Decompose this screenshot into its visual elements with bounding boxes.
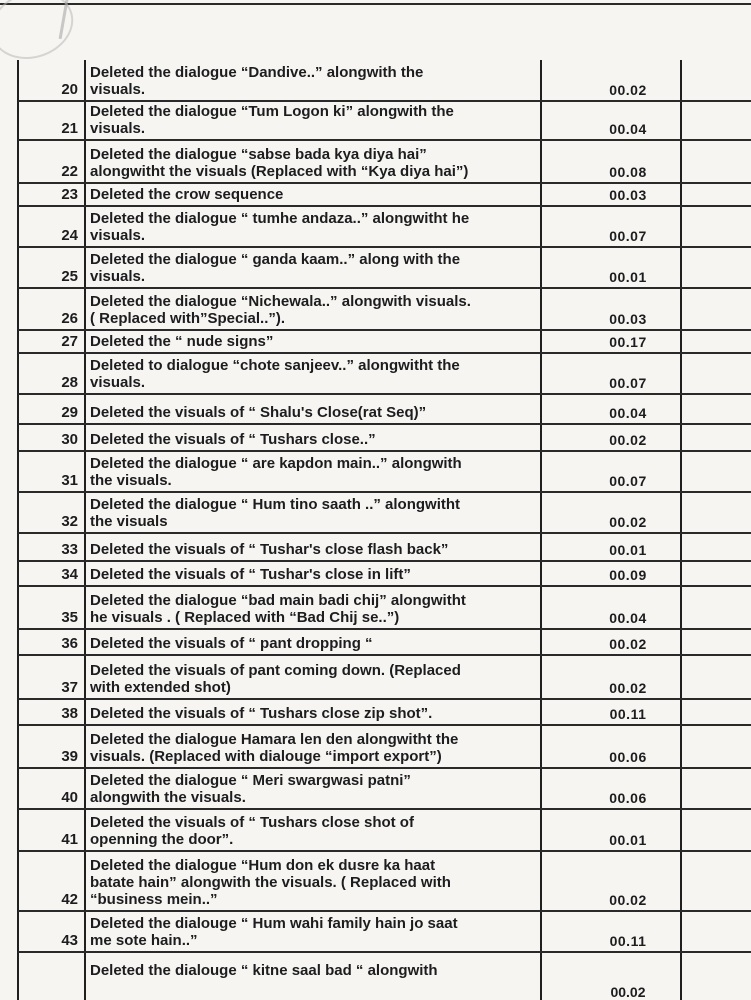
- row-description: Deleted the dialogue “Hum don ek dusre ka haat batate hain” alongwith the visuals. ( Replaced with “business mein..”: [90, 857, 451, 908]
- table-row: [18, 630, 751, 656]
- table-row: [18, 60, 751, 102]
- table-row: [18, 289, 751, 331]
- row-duration: 00.02: [609, 514, 647, 530]
- cuts-table: [18, 60, 751, 953]
- row-number: 28: [61, 374, 78, 391]
- row-number: 35: [61, 609, 78, 626]
- row-number: 32: [61, 513, 78, 530]
- row-description: Deleted the dialogue “Dandive..” alongwith the visuals.: [90, 64, 424, 98]
- row-number: 33: [61, 541, 78, 558]
- row-duration: 00.11: [609, 706, 647, 722]
- row-description: Deleted the crow sequence: [90, 186, 284, 203]
- row-number: 20: [61, 81, 78, 98]
- row-duration: 00.07: [609, 473, 647, 489]
- row-description: Deleted the visuals of “ Tushars close zip shot”.: [90, 705, 433, 722]
- row-description: Deleted the dialogue “sabse bada kya diya hai” alongwitht the visuals (Replaced with “Kya diya hai”): [90, 146, 469, 180]
- row-number: 26: [61, 310, 78, 327]
- table-row: [18, 184, 751, 207]
- row-description: Deleted the “ nude signs”: [90, 333, 274, 350]
- row-duration: 00.06: [609, 749, 647, 765]
- row-duration: 00.07: [609, 375, 647, 391]
- row-description: Deleted the visuals of “ Tushars close..”: [90, 431, 376, 448]
- row-number: 21: [61, 120, 78, 137]
- row-number: 42: [61, 891, 78, 908]
- table-row: [18, 425, 751, 452]
- table-row: [18, 493, 751, 534]
- row-duration: 00.04: [609, 121, 647, 137]
- row-number: 24: [61, 227, 78, 244]
- table-row: [18, 207, 751, 248]
- row-duration: 00.02: [609, 636, 647, 652]
- table-row: [18, 452, 751, 493]
- row-number: 25: [61, 268, 78, 285]
- table-row: [18, 534, 751, 562]
- table-row: [18, 726, 751, 769]
- partial-row-duration: 00.02: [610, 984, 646, 1000]
- row-duration: 00.01: [609, 832, 647, 848]
- row-duration: 00.04: [609, 405, 647, 421]
- row-description: Deleted the visuals of “ pant dropping “: [90, 635, 373, 652]
- row-description: Deleted the visuals of “ Tushar's close in lift”: [90, 566, 411, 583]
- row-number: 30: [61, 431, 78, 448]
- row-number: 40: [61, 789, 78, 806]
- row-duration: 00.06: [609, 790, 647, 806]
- row-duration: 00.02: [609, 892, 647, 908]
- row-duration: 00.08: [609, 164, 647, 180]
- table-row: [18, 587, 751, 630]
- row-description: Deleted the dialouge “ Hum wahi family hain jo saat me sote hain..”: [90, 915, 458, 949]
- row-duration: 00.07: [609, 228, 647, 244]
- table-row: [18, 248, 751, 289]
- row-description: Deleted the visuals of “ Tushars close shot of openning the door”.: [90, 814, 414, 848]
- row-description: Deleted to dialogue “chote sanjeev..” alongwitht the visuals.: [90, 357, 460, 391]
- row-number: 27: [61, 333, 78, 350]
- row-duration: 00.02: [609, 82, 647, 98]
- row-number: 22: [61, 163, 78, 180]
- table-row: [18, 395, 751, 425]
- row-duration: 00.02: [609, 680, 647, 696]
- row-description: Deleted the dialogue “ tumhe andaza..” alongwitht he visuals.: [90, 210, 470, 244]
- row-number: 34: [61, 566, 78, 583]
- row-description: Deleted the dialogue “ Meri swargwasi patni” alongwith the visuals.: [90, 772, 411, 806]
- row-description: Deleted the visuals of pant coming down. (Replaced with extended shot): [90, 662, 461, 696]
- partial-row: [18, 960, 751, 1000]
- row-description: Deleted the visuals of “ Tushar's close flash back”: [90, 541, 449, 558]
- table-row: [18, 102, 751, 141]
- row-description: Deleted the dialogue Hamara len den alongwitht the visuals. (Replaced with dialouge “import export”): [90, 731, 459, 765]
- row-duration: 00.11: [609, 933, 647, 949]
- row-description: Deleted the visuals of “ Shalu's Close(rat Seq)”: [90, 404, 427, 421]
- row-description: Deleted the dialogue “bad main badi chij” alongwitht he visuals . ( Replaced with “Bad Chij se..”): [90, 592, 466, 626]
- row-number: 31: [61, 472, 78, 489]
- row-description: Deleted the dialogue “Tum Logon ki” alongwith the visuals.: [90, 103, 454, 137]
- table-row: [18, 700, 751, 726]
- table-row: [18, 562, 751, 587]
- row-duration: 00.03: [609, 311, 647, 327]
- row-description: Deleted the dialogue “Nichewala..” alongwith visuals. ( Replaced with”Special..”).: [90, 293, 471, 327]
- row-number: 39: [61, 748, 78, 765]
- row-number: 43: [61, 932, 78, 949]
- row-duration: 00.09: [609, 567, 647, 583]
- table-row: [18, 354, 751, 395]
- row-number: 41: [61, 831, 78, 848]
- row-number: 38: [61, 705, 78, 722]
- table-row: [18, 810, 751, 852]
- row-number: 29: [61, 404, 78, 421]
- row-duration: 00.04: [609, 610, 647, 626]
- row-description: Deleted the dialogue “ are kapdon main..” alongwith the visuals.: [90, 455, 462, 489]
- table-row: [18, 141, 751, 184]
- row-number: 36: [61, 635, 78, 652]
- table-row: [18, 852, 751, 912]
- row-duration: 00.01: [609, 269, 647, 285]
- row-duration: 00.01: [609, 542, 647, 558]
- table-row: [18, 769, 751, 810]
- row-duration: 00.17: [609, 334, 647, 350]
- row-description: Deleted the dialogue “ Hum tino saath ..” alongwitht the visuals: [90, 496, 461, 530]
- row-duration: 00.03: [609, 187, 647, 203]
- row-duration: 00.02: [609, 432, 647, 448]
- row-description: Deleted the dialogue “ ganda kaam..” along with the visuals.: [90, 251, 461, 285]
- row-number: 23: [61, 186, 78, 203]
- table-row: [18, 331, 751, 354]
- row-number: 37: [61, 679, 78, 696]
- top-border-line: [0, 3, 751, 5]
- table-row: [18, 912, 751, 953]
- partial-row-description: Deleted the dialouge “ kitne saal bad “ alongwith: [90, 962, 438, 979]
- table-row: [18, 656, 751, 700]
